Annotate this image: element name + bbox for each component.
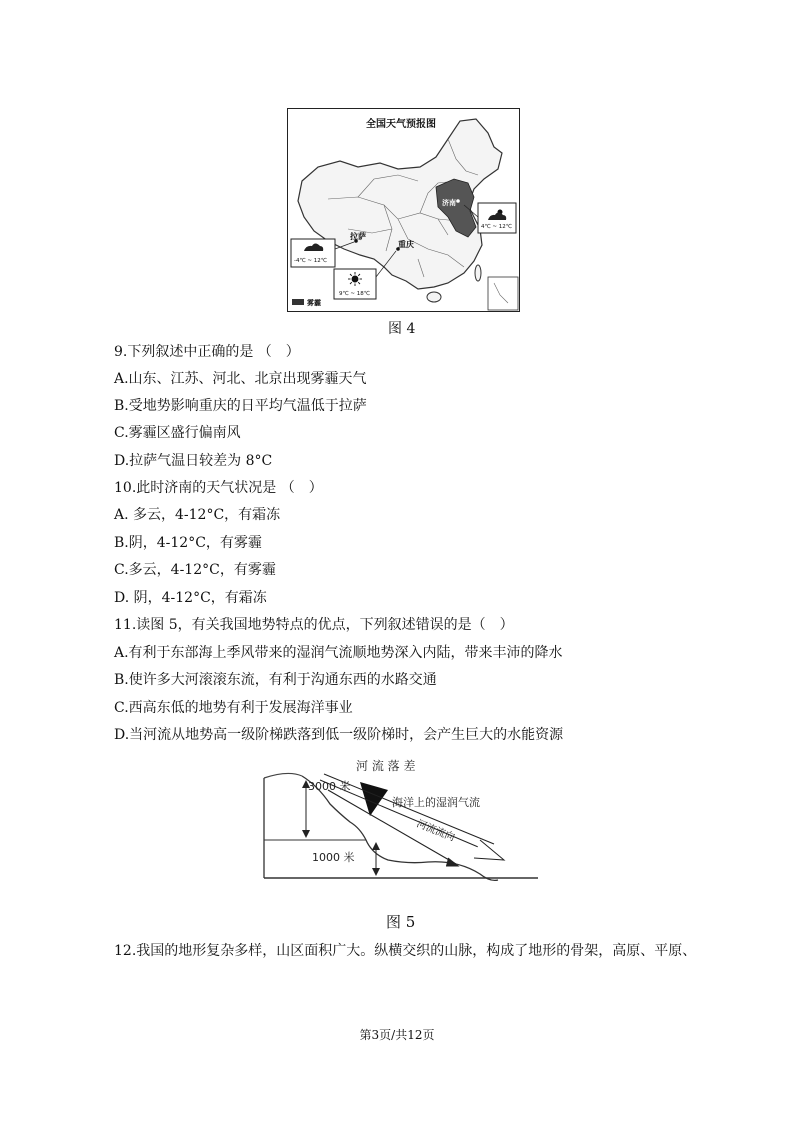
lhasa-label: 拉萨 (350, 232, 366, 241)
terrain-step-diagram (258, 756, 548, 886)
page-number: 第3页/共12页 (359, 1028, 435, 1042)
jinan-temp: 4℃ ~ 12℃ (481, 224, 512, 230)
question-10-option-c: C.多云，4-12°C，有雾霾 (114, 562, 276, 578)
height-3000-label: 3000 米 (308, 780, 351, 793)
ocean-flow-label: 海洋上的湿润气流 (392, 796, 480, 809)
question-10-stem: 10.此时济南的天气状况是 （ ） (114, 480, 323, 496)
map-title: 全国天气预报图 (366, 119, 436, 130)
sun-icon (348, 272, 362, 286)
question-11-option-a: A.有利于东部海上季风带来的湿润气流顺地势深入内陆，带来丰沛的降水 (114, 645, 563, 661)
question-11-option-d: D.当河流从地势高一级阶梯跌落到低一级阶梯时，会产生巨大的水能资源 (114, 727, 564, 743)
question-9-option-b: B.受地势影响重庆的日平均气温低于拉萨 (114, 398, 367, 414)
south-sea-inset (488, 277, 518, 310)
river-drop-label: 河 流 落 差 (356, 759, 416, 773)
question-9-stem: 9.下列叙述中正确的是 （ ） (114, 344, 300, 360)
question-10-option-a: A. 多云，4-12°C，有霜冻 (114, 507, 281, 523)
question-9-option-d: D.拉萨气温日较差为 8°C (114, 453, 273, 469)
height-1000-label: 1000 米 (312, 851, 355, 864)
figure5-caption: 图 5 (386, 913, 416, 931)
china-weather-map (288, 109, 519, 311)
question-12-stem: 12.我国的地形复杂多样，山区面积广大。纵横交织的山脉，构成了地形的骨架，高原、平原、 (114, 943, 697, 959)
legend-label: 雾霾 (307, 299, 321, 307)
jinan-dot (456, 199, 460, 203)
chongqing-temp: 9℃ ~ 18℃ (339, 291, 370, 297)
question-11-option-b: B.使许多大河滚滚东流，有利于沟通东西的水路交通 (114, 672, 437, 688)
river-flow-label: 河流流向 (414, 818, 457, 844)
jinan-label: 济南 (442, 199, 456, 207)
weather-map-figure (287, 108, 520, 312)
hainan-island (427, 292, 441, 302)
question-11-stem: 11.读图 5，有关我国地势特点的优点，下列叙述错误的是（ ） (114, 617, 514, 633)
question-10-option-b: B.阴，4-12°C，有雾霾 (114, 535, 262, 551)
question-10-option-d: D. 阴，4-12°C，有霜冻 (114, 590, 267, 606)
taiwan-island (475, 265, 481, 281)
question-11-option-c: C.西高东低的地势有利于发展海洋事业 (114, 700, 353, 716)
lhasa-temp: -4℃ ~ 12℃ (294, 258, 327, 264)
figure4-caption: 图 4 (388, 321, 416, 337)
legend-swatch (292, 299, 304, 305)
chongqing-label: 重庆 (398, 240, 414, 249)
question-9-option-a: A.山东、江苏、河北、北京出现雾霾天气 (114, 371, 367, 387)
question-9-option-c: C.雾霾区盛行偏南风 (114, 425, 241, 441)
